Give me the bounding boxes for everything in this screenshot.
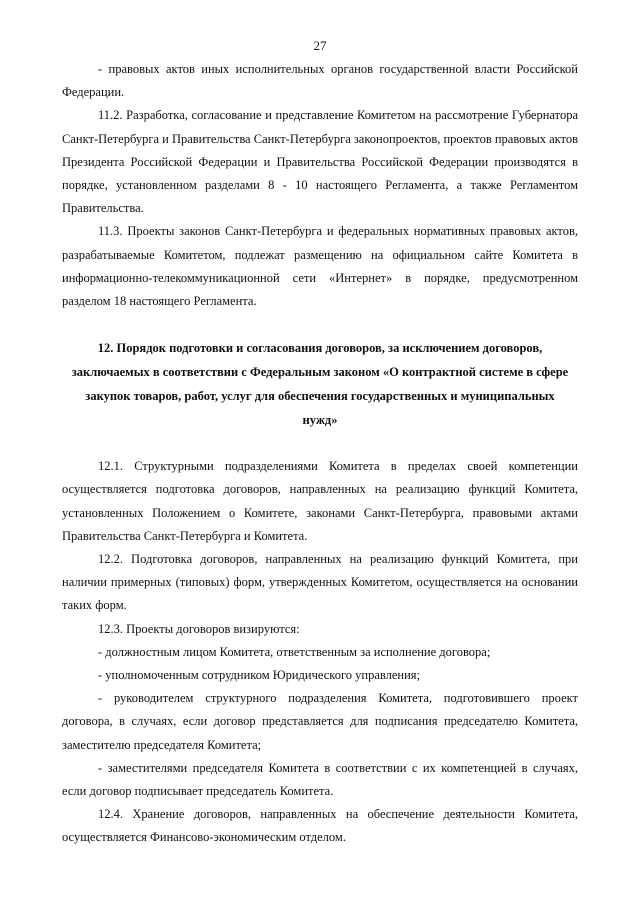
paragraph-11-3: 11.3. Проекты законов Санкт-Петербурга и федеральных нормативных правовых актов, разрабатываемые Комитетом, подлежат размещению на официальном сайте Комитета в информационно-телекоммуникационной сети «Интернет» в порядке, предусмотренном разделом 18 настоящего Регламента. bbox=[62, 224, 578, 309]
list-item-responsible-official: - должностным лицом Комитета, ответственным за исполнение договора; bbox=[98, 644, 491, 659]
document-content bbox=[62, 58, 578, 850]
list-item-legal-officer: - уполномоченным сотрудником Юридического управления; bbox=[98, 668, 421, 683]
paragraph-11-2: 11.2. Разработка, согласование и представление Комитетом на рассмотрение Губернатора Санкт-Петербурга и Правительства Санкт-Петербурга законопроектов, проектов правовых актов Президента Российской Федерации и Правительства Российской Федерации производятся в порядке, установленном разделами 8 - 10 настоящего Регламента, а также Регламентом Правительства. bbox=[62, 108, 578, 216]
page-number: 27 bbox=[313, 38, 327, 53]
paragraph-12-4: 12.4. Хранение договоров, направленных на обеспечение деятельности Комитета, осуществляется Финансово-экономическим отделом. bbox=[62, 807, 578, 845]
paragraph-12-2: 12.2. Подготовка договоров, направленных на реализацию функций Комитета, при наличии примерных (типовых) форм, утвержденных Комитетом, осуществляется на основании таких форм. bbox=[62, 552, 578, 613]
paragraph-12-3: 12.3. Проекты договоров визируются: bbox=[98, 621, 300, 636]
paragraph-12-1: 12.1. Структурными подразделениями Комитета в пределах своей компетенции осуществляется подготовка договоров, направленных на реализацию функций Комитета, установленных Положением о Комитете, законами Санкт-Петербурга, правовыми актами Правительства Санкт-Петербурга и Комитета. bbox=[62, 459, 578, 543]
section-12-heading: 12. Порядок подготовки и согласования договоров, за исключением договоров, заключаемых в соответствии с Федеральным законом «О контрактной системе в сфере закупок товаров, работ, услуг для обеспечения государственных и муниципальных нужд» bbox=[71, 341, 569, 428]
list-item-division-head: - руководителем структурного подразделения Комитета, подготовившего проект договора, в случаях, если договор представляется для подписания председателю Комитета, заместителю председателя Комитета; bbox=[62, 691, 578, 752]
paragraph-continuation: - правовых актов иных исполнительных органов государственной власти Российской Федерации. bbox=[62, 62, 578, 100]
list-item-deputy-chairs: - заместителями председателя Комитета в соответствии с их компетенцией в случаях, если договор подписывает председатель Комитета. bbox=[62, 760, 578, 799]
